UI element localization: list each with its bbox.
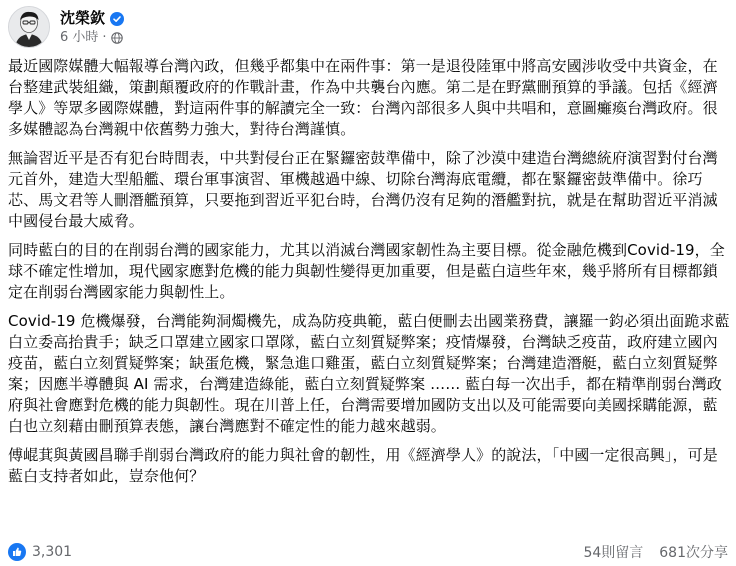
- globe-icon[interactable]: [111, 32, 123, 44]
- post-paragraph-5: 傅崐萁與黃國昌聯手削弱台灣政府的能力與社會的韌性，用《經濟學人》的說法，「中國一定很高興」，可是藍白支持者如此，豈奈他何？: [8, 446, 718, 485]
- like-icon: [8, 543, 26, 561]
- post-body: [8, 56, 730, 495]
- shares-count[interactable]: 681次分享: [659, 545, 728, 561]
- post-time[interactable]: 6 小時: [60, 29, 99, 45]
- author-row: [60, 8, 124, 28]
- post-meta: [60, 8, 124, 47]
- post-paragraph-4: Covid-19 危機爆發，台灣能夠洞燭機先，成為防疫典範，藍白便刪去出國業務費，讓羅一鈞必須出面跪求藍白立委高抬貴手；缺乏口罩建立國家口罩隊，藍白立刻質疑弊案；疫情爆發，台灣缺乏疫苗，政府建立國內疫苗，藍白立刻質疑弊案；缺蛋危機，緊急進口雞蛋，藍白立刻質疑弊案；台灣建造潛艇，藍白立刻質疑弊案；因應半導體與 AI 需求，台灣建造綠能，藍白立刻質疑弊案 …… 藍白每一次出手，都在精準削弱台灣政府與社會應對危機的能力與韌性。現在川普上任，台灣需要增加國防支出以及可能需要向美國採購能源，藍白也立刻藉由刪預算表態，讓台灣應對不確定性的能力越來越弱。: [8, 312, 730, 435]
- avatar-portrait-icon: [9, 7, 49, 47]
- comments-count[interactable]: 54則留言: [583, 545, 644, 561]
- time-row: [60, 29, 124, 47]
- post-paragraph-2: 無論習近平是否有犯台時間表，中共對侵台正在緊鑼密鼓準備中，除了沙漠中建造台灣總統府演習對付台灣元首外，建造大型船艦、環台軍事演習、軍機越過中線、切除台灣海底電纜，都在緊鑼密鼓準備中。徐巧芯、馬文君等人刪潛艦預算，只要拖到習近平犯台時，台灣仍沒有足夠的潛艦對抗，就是在幫助習近平消滅中國侵台最大威脅。: [8, 149, 718, 230]
- post-paragraph-1: 最近國際媒體大幅報導台灣內政，但幾乎都集中在兩件事：第一是退役陸軍中將高安國涉收受中共資金，在台整建武裝組織，策劃顛覆政府的作戰計畫，作為中共襲台內應。第二是在野黨刪預算的爭議。包括《經濟學人》等眾多國際媒體，對這兩件事的解讀完全一致：台灣內部很多人與中共唱和，意圖癱瘓台灣政府。很多媒體認為台灣親中依舊勢力強大，對待台灣謹慎。: [8, 57, 718, 138]
- post-footer: [8, 540, 728, 564]
- avatar[interactable]: [8, 6, 50, 48]
- reaction-count: 3,301: [32, 544, 73, 560]
- engagement-counts: [583, 542, 728, 562]
- verified-badge-icon: [110, 11, 124, 25]
- post-paragraph-3: 同時藍白的目的在削弱台灣的國家能力，尤其以消滅台灣國家韌性為主要目標。從金融危機到Covid-19，全球不確定性增加，現代國家應對危機的能力與韌性變得更加重要，但是藍白這些年來，幾乎將所有目標都鎖定在削弱台灣國家能力與韌性上。: [8, 241, 725, 301]
- reactions-summary[interactable]: [8, 543, 72, 561]
- separator-dot: ·: [102, 29, 107, 45]
- post-header: [8, 4, 124, 50]
- author-name[interactable]: 沈榮欽: [60, 8, 106, 27]
